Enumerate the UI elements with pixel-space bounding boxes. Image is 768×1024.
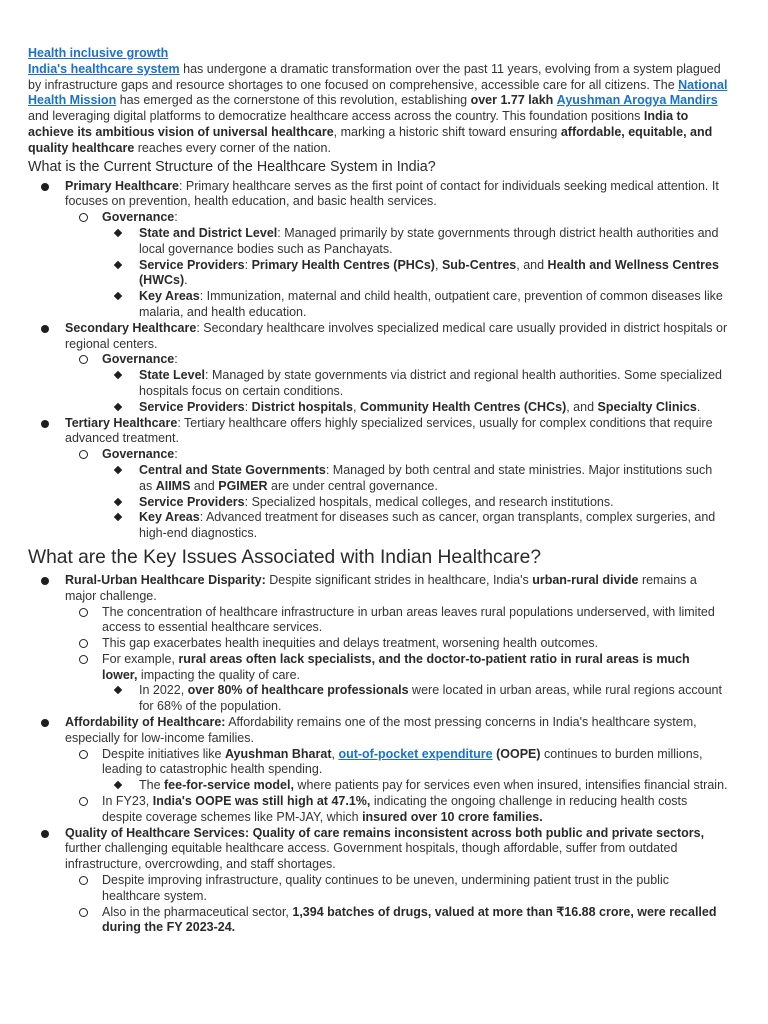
list-item bbox=[65, 905, 728, 937]
list-item bbox=[102, 683, 728, 715]
list-item-tertiary bbox=[28, 416, 728, 542]
issues-list bbox=[28, 573, 728, 936]
intro-text: , marking a historic shift toward ensuring bbox=[333, 124, 561, 139]
item-bold: AIIMS bbox=[155, 478, 191, 493]
intro-bold: affordable, equitable, and quality healthcare bbox=[28, 124, 713, 155]
list-item-affordability bbox=[28, 715, 728, 826]
item-text: impacting the quality of care. bbox=[137, 667, 301, 682]
item-bold: Health and Wellness Centres (HWCs) bbox=[139, 257, 719, 288]
item-text: : Secondary healthcare involves specialized medical care usually provided in district hospitals or regional centers. bbox=[65, 320, 728, 351]
item-text: Affordability remains one of the most pressing concerns in India's healthcare system, especially for low-income families. bbox=[65, 715, 697, 745]
item-text: The concentration of healthcare infrastructure in urban areas leaves rural populations underserved, with limited access to essential healthcare services. bbox=[102, 604, 715, 635]
item-text: Despite improving infrastructure, quality continues to be uneven, undermining patient trust in the public healthcare system. bbox=[102, 873, 669, 903]
item-text: indicating the ongoing challenge in reducing health costs despite coverage schemes like PM-JAY, which bbox=[102, 794, 688, 824]
item-text: , and bbox=[516, 257, 548, 272]
ayushman-arogya-mandirs-link[interactable]: Ayushman Arogya Mandirs bbox=[556, 93, 718, 108]
item-bold: Community Health Centres (CHCs) bbox=[359, 399, 567, 414]
intro-bold: over 1.77 lakh bbox=[470, 93, 554, 108]
list-item-rural-urban bbox=[28, 573, 728, 715]
list-item bbox=[65, 794, 728, 826]
item-text: This gap exacerbates health inequities and delays treatment, worsening health outcomes. bbox=[102, 636, 599, 651]
list-item-governance bbox=[65, 210, 728, 321]
item-label: Key Areas bbox=[139, 510, 200, 525]
item-text: : Managed by both central and state ministries. Major institutions such as bbox=[139, 462, 713, 493]
item-label: Quality of Healthcare Services: Quality of care remains inconsistent across both public and private sectors, bbox=[65, 825, 705, 840]
intro-text: and leveraging digital platforms to democratize healthcare access across the country. This foundation positions bbox=[28, 109, 644, 124]
item-text: : Immunization, maternal and child health, outpatient care, prevention of common diseases like malaria, and health education. bbox=[139, 289, 723, 319]
intro-text: reaches every corner of the nation. bbox=[134, 140, 331, 155]
intro-text: has undergone a dramatic transformation over the past 11 years, evolving from a system plagued by infrastructure gaps and resource shortages to one focused on comprehensive, accessible care for all citizens. The bbox=[28, 61, 721, 92]
item-text: In FY23, bbox=[102, 794, 153, 809]
item-text: remains a major challenge. bbox=[65, 572, 697, 603]
governance-label: Governance bbox=[102, 447, 175, 462]
intro-bold: India to achieve its ambitious vision of universal healthcare bbox=[28, 109, 689, 139]
item-label: Key Areas bbox=[139, 289, 200, 304]
item-bold: rural areas often lack specialists, and the doctor-to-patient ratio in rural areas is much lower, bbox=[102, 651, 690, 682]
item-bold: District hospitals bbox=[251, 399, 353, 414]
item-bold: Primary Health Centres (PHCs) bbox=[251, 257, 435, 272]
item-bold: (OOPE) bbox=[492, 746, 541, 761]
item-text: Despite significant strides in healthcare, India's bbox=[265, 572, 533, 587]
item-text: . bbox=[696, 399, 701, 414]
item-label: Central and State Governments bbox=[139, 462, 326, 477]
item-bold: 1,394 batches of drugs, valued at more than ₹16.88 crore, were recalled during the FY 2023-24. bbox=[102, 904, 717, 935]
list-item bbox=[102, 226, 728, 258]
colon: : bbox=[174, 447, 178, 462]
item-text: : bbox=[244, 399, 252, 414]
list-item-secondary bbox=[28, 321, 728, 416]
item-bold: insured over 10 crore families. bbox=[362, 809, 543, 824]
list-item bbox=[65, 652, 728, 715]
structure-list bbox=[28, 179, 728, 542]
item-text: : Managed by state governments via district and regional health authorities. Some specialized hospitals focus on certain conditions. bbox=[139, 368, 722, 398]
list-item bbox=[65, 636, 728, 652]
item-label: State Level bbox=[139, 368, 206, 383]
item-bold: Ayushman Bharat bbox=[224, 746, 332, 761]
health-inclusive-growth-link[interactable]: Health inclusive growth bbox=[28, 46, 169, 60]
item-text: where patients pay for services even when insured, intensifies financial strain. bbox=[293, 778, 728, 793]
governance-label: Governance bbox=[102, 352, 175, 367]
item-text: : Specialized hospitals, medical colleges, and research institutions. bbox=[244, 494, 614, 509]
section1-heading: What is the Current Structure of the Healthcare System in India? bbox=[28, 158, 436, 175]
intro-paragraph bbox=[28, 62, 728, 157]
list-item bbox=[65, 747, 728, 794]
item-text: In 2022, bbox=[139, 683, 188, 698]
item-text: , and bbox=[566, 399, 598, 414]
item-label: Service Providers bbox=[139, 494, 245, 509]
item-bold: over 80% of healthcare professionals bbox=[187, 683, 409, 698]
item-label: Rural-Urban Healthcare Disparity: bbox=[65, 572, 266, 587]
list-item bbox=[102, 495, 728, 511]
item-text: , bbox=[434, 257, 442, 272]
item-label: Tertiary Healthcare bbox=[65, 415, 178, 430]
item-text: The bbox=[139, 778, 165, 793]
item-label: Primary Healthcare bbox=[65, 178, 179, 193]
item-text: : Advanced treatment for diseases such as cancer, organ transplants, complex surgeries, and high-end diagnostics. bbox=[139, 510, 716, 541]
item-bold: India's OOPE was still high at 47.1%, bbox=[152, 794, 371, 809]
item-text: continues to burden millions, leading to catastrophic health spending. bbox=[102, 746, 703, 777]
item-text: , bbox=[353, 399, 360, 414]
list-item-governance bbox=[65, 447, 728, 542]
item-text: , bbox=[331, 746, 339, 761]
item-bold: urban-rural divide bbox=[532, 572, 639, 587]
list-item bbox=[102, 778, 728, 794]
item-text: further challenging equitable healthcare access. Government hospitals, though affordable, suffer from outdated infrastructure, overcrowding, and staff shortages. bbox=[65, 841, 678, 872]
item-text: Also in the pharmaceutical sector, bbox=[102, 904, 293, 919]
item-label: Affordability of Healthcare: bbox=[65, 715, 226, 730]
governance-label: Governance bbox=[102, 210, 175, 225]
colon: : bbox=[174, 352, 178, 367]
item-text: were located in urban areas, while rural regions account for 68% of the population. bbox=[139, 683, 722, 714]
item-text: . bbox=[184, 273, 188, 288]
item-label: Secondary Healthcare bbox=[65, 320, 197, 335]
item-bold: Specialty Clinics bbox=[597, 399, 697, 414]
item-bold: PGIMER bbox=[218, 478, 268, 493]
intro-text: has emerged as the cornerstone of this revolution, establishing bbox=[116, 93, 471, 108]
list-item-governance bbox=[65, 352, 728, 415]
item-label: Service Providers bbox=[139, 257, 245, 272]
item-bold: fee-for-service model, bbox=[164, 778, 294, 793]
item-label: State and District Level bbox=[139, 225, 278, 240]
item-text: For example, bbox=[102, 651, 179, 666]
list-item bbox=[102, 368, 728, 400]
section2-heading: What are the Key Issues Associated with Indian Healthcare? bbox=[28, 546, 542, 568]
intro-heading bbox=[28, 46, 728, 62]
item-text: and bbox=[190, 478, 219, 493]
list-item bbox=[102, 463, 728, 495]
list-item bbox=[102, 289, 728, 321]
list-item bbox=[102, 400, 728, 416]
national-health-mission-link[interactable]: National Health Mission bbox=[28, 77, 728, 108]
list-item bbox=[65, 605, 728, 637]
item-text: Despite initiatives like bbox=[102, 746, 225, 761]
item-text: : bbox=[244, 257, 252, 272]
oope-link[interactable]: out-of-pocket expenditure bbox=[338, 746, 493, 761]
list-item bbox=[102, 258, 728, 290]
list-item bbox=[102, 510, 728, 542]
item-bold: Sub-Centres bbox=[441, 257, 517, 272]
item-text: : Primary healthcare serves as the first point of contact for individuals seeking medical attention. It focuses on prevention, health education, and basic health services. bbox=[65, 178, 719, 209]
list-item bbox=[65, 873, 728, 905]
item-text: are under central governance. bbox=[267, 478, 438, 493]
item-text: : Managed primarily by state governments through district health authorities and local governance bodies such as Panchayats. bbox=[139, 225, 719, 256]
item-label: Service Providers bbox=[139, 399, 245, 414]
colon: : bbox=[174, 210, 178, 225]
item-text: : Tertiary healthcare offers highly specialized services, usually for complex conditions that require advanced treatment. bbox=[65, 415, 713, 446]
list-item-quality bbox=[28, 826, 728, 937]
list-item-primary bbox=[28, 179, 728, 321]
healthcare-system-link[interactable]: India's healthcare system bbox=[28, 61, 180, 76]
